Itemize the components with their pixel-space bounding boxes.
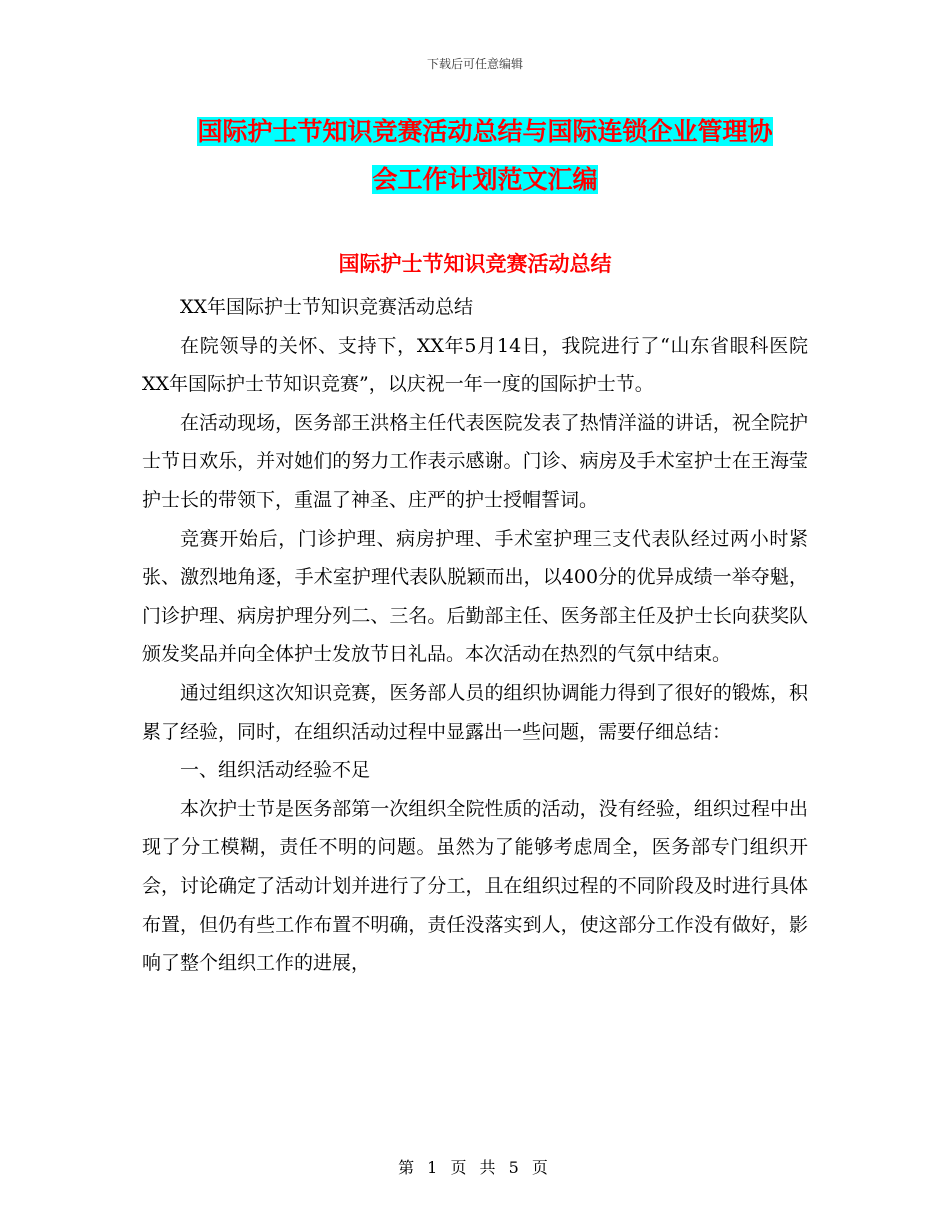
document-title-line-2: 会工作计划范文汇编 (372, 165, 598, 194)
paragraph-subtitle: XX年国际护士节知识竞赛活动总结 (180, 296, 474, 318)
paragraph: 竞赛开始后，门诊护理、病房护理、手术室护理三支代表队经过两小时紧张、激烈地角逐，手术室护理代表队脱颖而出，以400分的优异成绩一举夺魁，门诊护理、病房护理分列二、三名。后勤部主任、医务部主任及护士长向获奖队颁发奖品并向全体护士发放节日礼品。本次活动在热烈的气氛中结束。 (142, 527, 808, 666)
header-note: 下载后可任意编辑 (426, 57, 523, 71)
document-title-line-1: 国际护士节知识竞赛活动总结与国际连锁企业管理协 (197, 117, 773, 146)
page-footer: 第 1 页 共 5 页 (398, 1158, 552, 1177)
document-title (140, 108, 830, 204)
paragraph: 在院领导的关怀、支持下，XX年5月14日，我院进行了“山东省眼科医院XX年国际护士节知识竞赛”，以庆祝一年一度的国际护士节。 (142, 334, 808, 396)
paragraph: 在活动现场，医务部王洪格主任代表医院发表了热情洋溢的讲话，祝全院护士节日欢乐，并对她们的努力工作表示感谢。门诊、病房及手术室护士在王海莹护士长的带领下，重温了神圣、庄严的护士授帽誓词。 (142, 411, 808, 511)
section-title: 国际护士节知识竞赛活动总结 (338, 252, 612, 276)
list-heading: 一、组织活动经验不足 (180, 759, 371, 782)
paragraph: 通过组织这次知识竞赛，医务部人员的组织协调能力得到了很好的锻炼，积累了经验，同时，在组织活动过程中显露出一些问题，需要仔细总结： (142, 681, 808, 743)
document-body (142, 288, 808, 983)
paragraph: 本次护士节是医务部第一次组织全院性质的活动，没有经验，组织过程中出现了分工模糊，责任不明的问题。虽然为了能够考虑周全，医务部专门组织开会，讨论确定了活动计划并进行了分工，且在组织过程的不同阶段及时进行具体布置，但仍有些工作布置不明确，责任没落实到人，使这部分工作没有做好，影响了整个组织工作的进展， (142, 797, 808, 975)
